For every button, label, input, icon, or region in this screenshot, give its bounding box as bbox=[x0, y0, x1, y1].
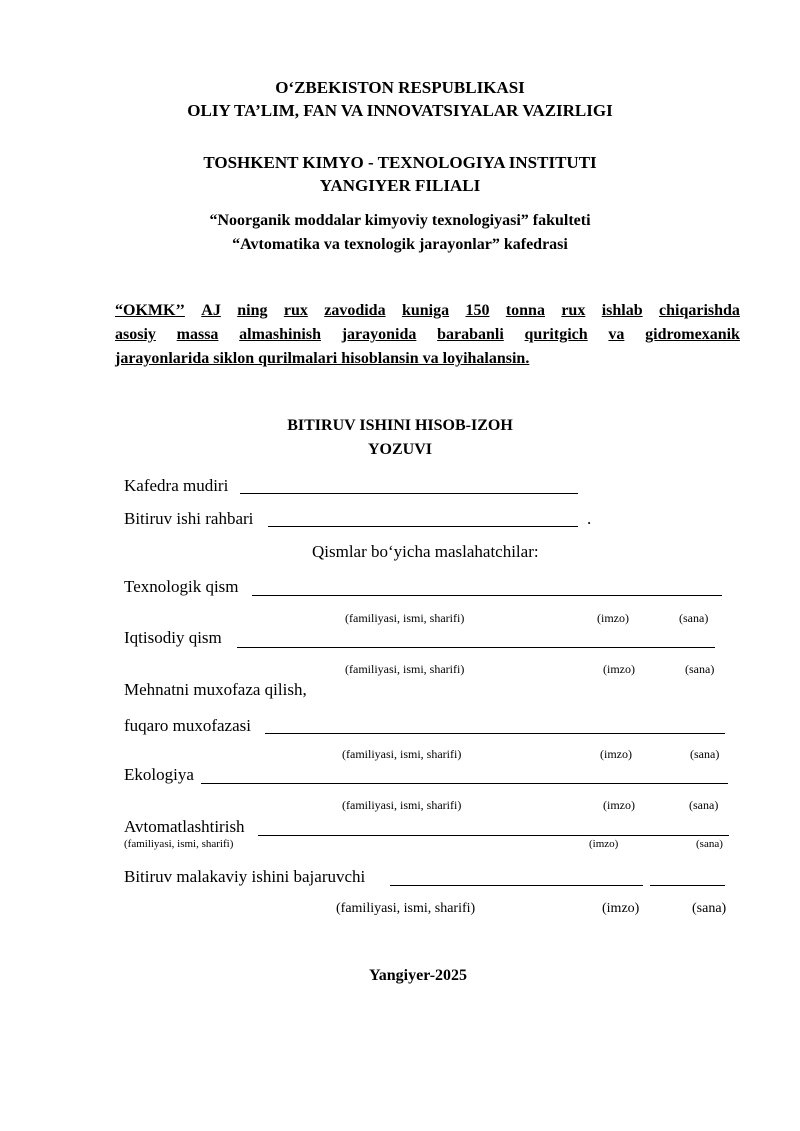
thesis-topic-line-3: jarayonlarida siklon qurilmalari hisoblansin va loyihalansin. bbox=[115, 350, 530, 367]
caption-name: (familiyasi, ismi, sharifi) bbox=[124, 838, 234, 850]
topic-word: chiqarishda bbox=[659, 302, 740, 319]
automation-field[interactable] bbox=[258, 835, 729, 836]
topic-word: barabanli bbox=[437, 326, 504, 343]
caption-sign: (imzo) bbox=[603, 662, 635, 676]
head-of-dept-label: Kafedra mudiri bbox=[124, 476, 229, 495]
technological-field[interactable] bbox=[252, 595, 722, 596]
topic-word: almashinish bbox=[239, 326, 321, 343]
economic-field[interactable] bbox=[237, 647, 715, 648]
head-of-dept-field[interactable] bbox=[240, 493, 578, 494]
ministry-name: OLIY TA’LIM, FAN VA INNOVATSIYALAR VAZIRLIGI bbox=[187, 101, 613, 120]
technological-label: Texnologik qism bbox=[124, 577, 239, 596]
caption-name: (familiyasi, ismi, sharifi) bbox=[336, 901, 476, 916]
executor-sign-field[interactable] bbox=[650, 885, 725, 886]
topic-word: asosiy bbox=[115, 326, 156, 343]
caption-date: (sana) bbox=[689, 798, 719, 812]
caption-date: (sana) bbox=[692, 901, 727, 916]
topic-word: rux bbox=[283, 302, 308, 319]
city-year: Yangiyer-2025 bbox=[368, 967, 468, 984]
ecology-label: Ekologiya bbox=[124, 765, 194, 784]
caption-sign: (imzo) bbox=[600, 747, 632, 761]
caption-sign: (imzo) bbox=[603, 798, 635, 812]
topic-word: ning bbox=[237, 302, 268, 319]
thesis-topic-line-1 bbox=[115, 299, 740, 323]
caption-date: (sana) bbox=[696, 838, 723, 850]
labor-protection-field[interactable] bbox=[265, 733, 725, 734]
topic-word: kuniga bbox=[401, 302, 450, 319]
economic-label: Iqtisodiy qism bbox=[124, 628, 222, 647]
caption-date: (sana) bbox=[685, 662, 715, 676]
doc-title-line-1: BITIRUV ISHINI HISOB-IZOH bbox=[287, 417, 513, 434]
topic-word: va bbox=[608, 326, 625, 343]
doc-title-line-2: YOZUVI bbox=[367, 441, 432, 458]
branch-name: YANGIYER FILIALI bbox=[319, 176, 481, 195]
caption-date: (sana) bbox=[690, 747, 720, 761]
supervisor-field[interactable] bbox=[268, 526, 578, 527]
caption-date: (sana) bbox=[679, 611, 709, 625]
supervisor-suffix: . bbox=[587, 509, 592, 528]
department-name: “Avtomatika va texnologik jarayonlar” kafedrasi bbox=[232, 236, 568, 253]
supervisor-label: Bitiruv ishi rahbari bbox=[124, 509, 254, 528]
topic-word: tonna bbox=[505, 302, 545, 319]
institute-name: TOSHKENT KIMYO - TEXNOLOGIYA INSTITUTI bbox=[203, 153, 597, 172]
faculty-name: “Noorganik moddalar kimyoviy texnologiyasi” fakulteti bbox=[209, 212, 591, 229]
topic-word: 150 bbox=[465, 302, 490, 319]
caption-name: (familiyasi, ismi, sharifi) bbox=[342, 747, 462, 761]
ministry-country: O‘ZBEKISTON RESPUBLIKASI bbox=[275, 78, 525, 97]
topic-word: massa bbox=[176, 326, 219, 343]
executor-field[interactable] bbox=[390, 885, 643, 886]
thesis-topic bbox=[115, 299, 740, 371]
topic-word: quritgich bbox=[524, 326, 588, 343]
labor-protection-label-1: Mehnatni muxofaza qilish, bbox=[124, 680, 307, 699]
caption-sign: (imzo) bbox=[597, 611, 629, 625]
consultants-title: Qismlar bo‘yicha maslahatchilar: bbox=[312, 542, 539, 561]
caption-name: (familiyasi, ismi, sharifi) bbox=[345, 662, 465, 676]
topic-word: gidromexanik bbox=[645, 326, 740, 343]
topic-word: zavodida bbox=[324, 302, 386, 319]
caption-name: (familiyasi, ismi, sharifi) bbox=[342, 798, 462, 812]
thesis-topic-line-2 bbox=[115, 323, 740, 347]
topic-word: AJ bbox=[201, 302, 221, 319]
topic-word: rux bbox=[561, 302, 586, 319]
caption-name: (familiyasi, ismi, sharifi) bbox=[345, 611, 465, 625]
caption-sign: (imzo) bbox=[602, 901, 640, 916]
executor-label: Bitiruv malakaviy ishini bajaruvchi bbox=[124, 867, 366, 886]
labor-protection-label-2: fuqaro muxofazasi bbox=[124, 716, 251, 735]
topic-word: ishlab bbox=[601, 302, 643, 319]
ecology-field[interactable] bbox=[201, 783, 728, 784]
caption-sign: (imzo) bbox=[589, 838, 619, 850]
topic-word: jarayonida bbox=[341, 326, 417, 343]
topic-word: “OKMK’’ bbox=[115, 302, 185, 319]
automation-label: Avtomatlashtirish bbox=[124, 817, 245, 836]
